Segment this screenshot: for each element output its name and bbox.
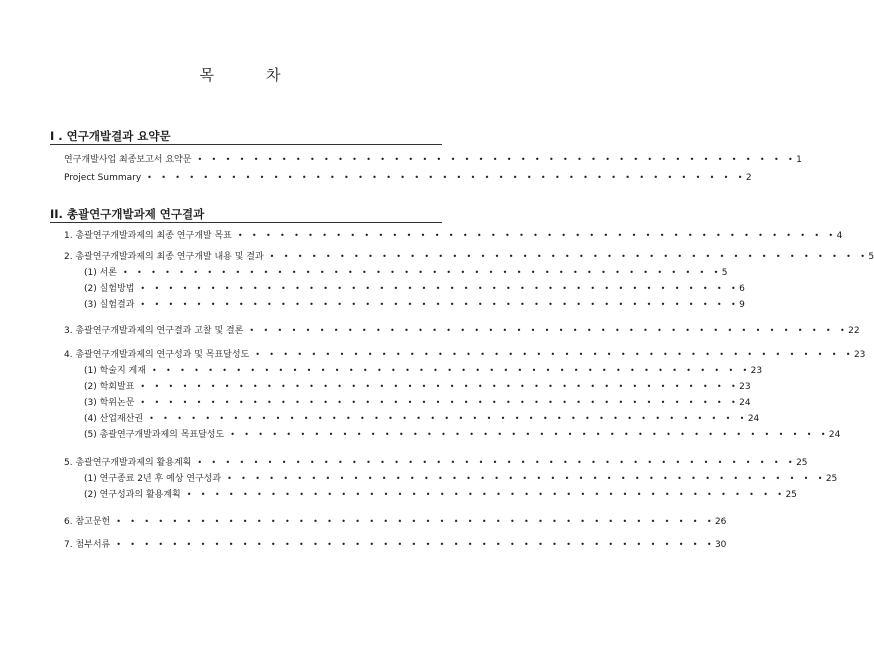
toc-entry	[84, 429, 841, 441]
toc-entry-label: (3) 실험결과	[84, 300, 135, 310]
toc-entry-page: 24	[747, 414, 760, 424]
toc-entry-label: (1) 학술지 게재	[84, 366, 146, 376]
toc-leader: • • • • • • • • • • • • • • • • • • • • • • • • • • • • • • • • • • • • • • • • • • •	[116, 540, 715, 549]
section-heading-1: I . 연구개발결과 요약문	[50, 129, 171, 143]
toc-entry-label: 2. 총괄연구개발과제의 최종 연구개발 내용 및 결과	[64, 252, 264, 262]
toc-entry-page: 23	[739, 382, 751, 392]
toc-entry	[64, 539, 727, 551]
toc-entry-page: 25	[825, 474, 838, 484]
toc-entry-label: 3. 총괄연구개발과제의 연구결과 고찰 및 결론	[64, 326, 244, 336]
toc-entry-label: (5) 총괄연구개발과제의 목표달성도	[84, 430, 225, 440]
toc-entry	[64, 154, 802, 166]
toc-entry-label: (4) 산업재산권	[84, 414, 144, 424]
page-title	[0, 64, 480, 85]
toc-entry	[84, 397, 751, 409]
section-rule-2	[50, 222, 442, 223]
toc-entry-page: 24	[828, 430, 841, 440]
toc-entry-page: 5	[721, 268, 728, 278]
toc-leader: • • • • • • • • • • • • • • • • • • • • • • • • • • • • • • • • • • • • • • • • • • •	[197, 458, 797, 467]
toc-entry	[84, 473, 838, 485]
toc-leader: • • • • • • • • • • • • • • • • • • • • • • • • • • • • • • • • • • • • • • • • • • •	[255, 350, 854, 359]
toc-entry-label: 연구개발사업 최종보고서 요약문	[64, 155, 192, 165]
toc-leader: • • • • • • • • • • • • • • • • • • • • • • • • • • • • • • • • • • • • • • • • • • •	[140, 300, 740, 309]
toc-entry-label: (1) 연구종료 2년 후 예상 연구성과	[84, 474, 222, 484]
toc-entry	[84, 267, 728, 279]
title-char-2: 차	[266, 66, 281, 84]
toc-entry-page: 24	[739, 398, 751, 408]
toc-entry-label: 1. 총괄연구개발과제의 최종 연구개발 목표	[64, 231, 232, 241]
toc-entry-page: 30	[714, 540, 727, 550]
toc-leader: • • • • • • • • • • • • • • • • • • • • • • • • • • • • • • • • • • • • • • • • • • •	[151, 366, 751, 375]
toc-entry	[64, 516, 727, 528]
toc-entry-label: 6. 참고문헌	[64, 517, 111, 527]
toc-entry	[64, 251, 874, 263]
toc-entry-label: Project Summary	[64, 173, 142, 183]
toc-entry	[64, 172, 752, 184]
toc-entry-page: 23	[853, 350, 866, 360]
toc-leader: • • • • • • • • • • • • • • • • • • • • • • • • • • • • • • • • • • • • • • • • • • •	[237, 231, 837, 240]
toc-entry-label: (2) 실험방법	[84, 284, 135, 294]
toc-entry-label: (1) 서론	[84, 268, 117, 278]
toc-leader: • • • • • • • • • • • • • • • • • • • • • • • • • • • • • • • • • • • • • • • • • • •	[140, 284, 740, 293]
toc-leader: • • • • • • • • • • • • • • • • • • • • • • • • • • • • • • • • • • • • • • • • • • •	[197, 155, 797, 164]
toc-entry-page: 4	[836, 231, 843, 241]
toc-entry-label: (3) 학위논문	[84, 398, 135, 408]
toc-leader: • • • • • • • • • • • • • • • • • • • • • • • • • • • • • • • • • • • • • • • • • • •	[140, 382, 740, 391]
toc-leader: • • • • • • • • • • • • • • • • • • • • • • • • • • • • • • • • • • • • • • • • • • •	[269, 252, 869, 261]
toc-leader: • • • • • • • • • • • • • • • • • • • • • • • • • • • • • • • • • • • • • • • • • • •	[123, 268, 722, 277]
toc-entry-page: 1	[796, 155, 802, 165]
toc-entry	[64, 325, 860, 337]
toc-entry-page: 26	[714, 517, 727, 527]
toc-entry	[84, 299, 745, 311]
toc-entry	[84, 413, 760, 425]
toc-entry-label: 7. 첨부서류	[64, 540, 111, 550]
toc-entry	[84, 283, 745, 295]
title-char-1: 목	[199, 66, 214, 84]
toc-entry	[64, 230, 843, 242]
toc-entry-page: 5	[868, 252, 874, 262]
toc-leader: • • • • • • • • • • • • • • • • • • • • • • • • • • • • • • • • • • • • • • • • • • •	[227, 474, 826, 483]
toc-leader: • • • • • • • • • • • • • • • • • • • • • • • • • • • • • • • • • • • • • • • • • • •	[140, 398, 740, 407]
section-rule-1	[50, 144, 442, 145]
toc-entry	[64, 349, 866, 361]
toc-leader: • • • • • • • • • • • • • • • • • • • • • • • • • • • • • • • • • • • • • • • • • • •	[147, 173, 746, 182]
toc-entry-label: (2) 학회발표	[84, 382, 135, 392]
toc-entry-page: 25	[796, 458, 808, 468]
toc-entry-page: 25	[785, 490, 797, 500]
toc-entry-label: 5. 총괄연구개발과제의 활용계획	[64, 458, 192, 468]
section-heading-2: II. 총괄연구개발과제 연구결과	[50, 207, 205, 221]
toc-entry-page: 2	[745, 173, 752, 183]
toc-leader: • • • • • • • • • • • • • • • • • • • • • • • • • • • • • • • • • • • • • • • • • • •	[186, 490, 786, 499]
toc-leader: • • • • • • • • • • • • • • • • • • • • • • • • • • • • • • • • • • • • • • • • • • •	[149, 414, 748, 423]
toc-leader: • • • • • • • • • • • • • • • • • • • • • • • • • • • • • • • • • • • • • • • • • • •	[249, 326, 849, 335]
toc-entry-page: 6	[739, 284, 745, 294]
toc-entry	[84, 489, 797, 501]
toc-leader: • • • • • • • • • • • • • • • • • • • • • • • • • • • • • • • • • • • • • • • • • • •	[116, 517, 715, 526]
toc-leader: • • • • • • • • • • • • • • • • • • • • • • • • • • • • • • • • • • • • • • • • • • •	[230, 430, 829, 439]
toc-entry	[84, 365, 763, 377]
toc-entry-label: (2) 연구성과의 활용계획	[84, 490, 181, 500]
toc-entry	[64, 457, 808, 469]
toc-entry	[84, 381, 751, 393]
toc-entry-page: 22	[848, 326, 860, 336]
toc-entry-label: 4. 총괄연구개발과제의 연구성과 및 목표달성도	[64, 350, 250, 360]
toc-entry-page: 23	[750, 366, 763, 376]
toc-entry-page: 9	[739, 300, 745, 310]
